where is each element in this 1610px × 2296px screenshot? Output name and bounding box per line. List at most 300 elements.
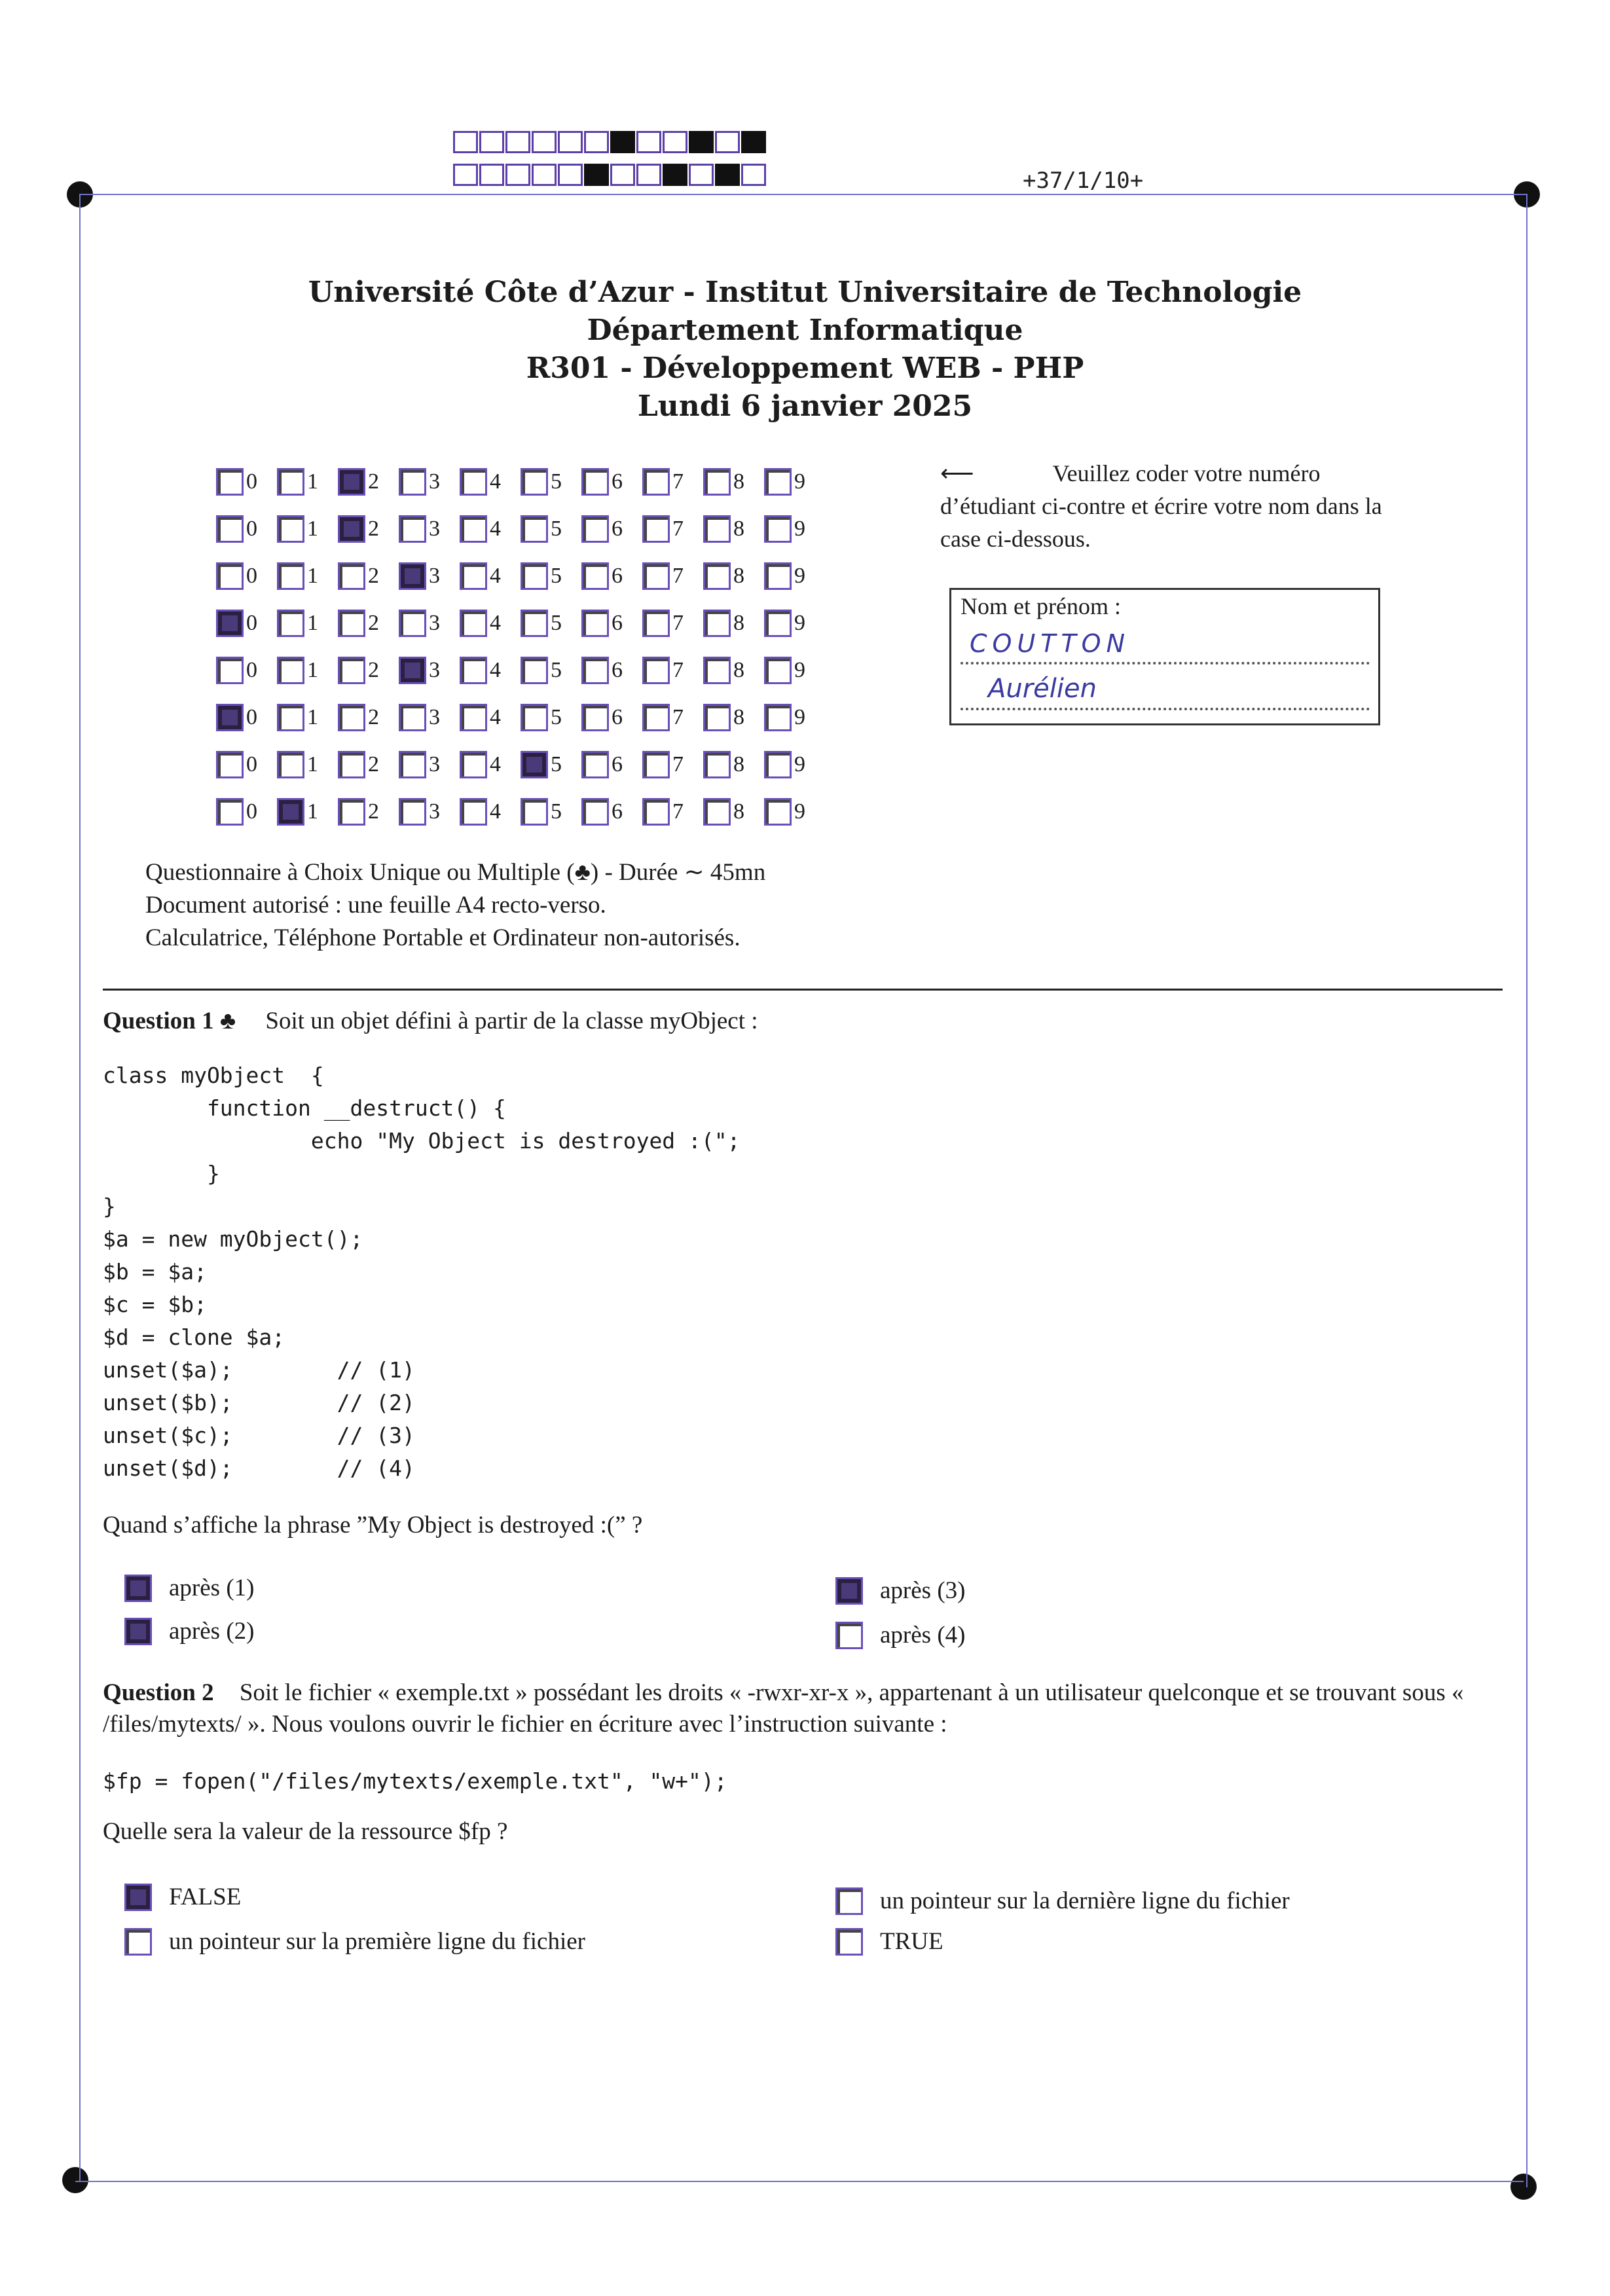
corner-mark-bottom-right: [1510, 2174, 1537, 2200]
student-digit-checkbox[interactable]: [277, 562, 304, 590]
q1-answer-4[interactable]: [835, 1621, 965, 1649]
student-digit-checkbox[interactable]: [338, 515, 365, 543]
student-digit-label: 6: [612, 611, 623, 635]
q1-answer-3-checkbox[interactable]: [835, 1577, 863, 1605]
student-digit-checkbox[interactable]: [460, 751, 487, 778]
student-digit-checkbox[interactable]: [764, 704, 792, 731]
student-digit-option[interactable]: [277, 515, 338, 543]
student-digit-checkbox[interactable]: [338, 751, 365, 778]
student-digit-checkbox[interactable]: [521, 798, 548, 826]
student-digit-label: 1: [307, 564, 318, 588]
student-digit-checkbox[interactable]: [764, 515, 792, 543]
student-digit-option[interactable]: [460, 704, 521, 731]
student-digit-label: 8: [733, 469, 744, 494]
student-digit-option[interactable]: [581, 704, 642, 731]
code-mark: [558, 164, 583, 186]
q1-answer-1-checkbox[interactable]: [124, 1575, 152, 1602]
student-digit-option[interactable]: [642, 515, 703, 543]
student-digit-option[interactable]: [338, 751, 399, 778]
q1-answer-2-checkbox[interactable]: [124, 1618, 152, 1645]
student-digit-checkbox[interactable]: [581, 751, 609, 778]
student-digit-label: 0: [246, 658, 257, 682]
student-digit-checkbox[interactable]: [581, 704, 609, 731]
code-mark: [584, 164, 609, 186]
student-digit-option[interactable]: [216, 515, 277, 543]
student-digit-checkbox[interactable]: [460, 562, 487, 590]
student-digit-label: 2: [368, 658, 379, 682]
student-digit-option[interactable]: [521, 562, 581, 590]
instructions-text: Veuillez coder votre numéro d’étudiant ci-contre et écrire votre nom dans la case ci-dessous.: [940, 460, 1382, 552]
student-digit-option[interactable]: [338, 657, 399, 684]
student-digit-label: 8: [733, 658, 744, 682]
student-digit-option[interactable]: [642, 468, 703, 496]
student-digit-option[interactable]: [399, 751, 460, 778]
student-digit-label: 6: [612, 564, 623, 588]
frame-right: [1526, 194, 1528, 2187]
student-digit-label: 3: [429, 658, 440, 682]
header-separator: [103, 989, 1503, 991]
student-digit-option[interactable]: [216, 610, 277, 637]
student-digit-checkbox[interactable]: [460, 657, 487, 684]
student-digit-option[interactable]: [460, 562, 521, 590]
student-digit-label: 7: [672, 752, 684, 776]
q1-answer-1[interactable]: [124, 1574, 254, 1602]
student-digit-checkbox[interactable]: [216, 704, 244, 731]
student-digit-checkbox[interactable]: [703, 751, 731, 778]
student-digit-checkbox[interactable]: [216, 751, 244, 778]
student-number-instructions: [940, 457, 1392, 555]
student-digit-checkbox[interactable]: [521, 610, 548, 637]
student-digit-option[interactable]: [399, 515, 460, 543]
student-digit-checkbox[interactable]: [764, 798, 792, 826]
first-name-dotted-line: [961, 706, 1370, 710]
student-digit-checkbox[interactable]: [399, 610, 426, 637]
student-digit-option[interactable]: [581, 751, 642, 778]
student-digit-label: 3: [429, 611, 440, 635]
exam-info-line-3: Calculatrice, Téléphone Portable et Ordinateur non-autorisés.: [145, 924, 741, 951]
student-digit-option[interactable]: [521, 610, 581, 637]
student-digit-checkbox[interactable]: [581, 562, 609, 590]
student-digit-checkbox[interactable]: [703, 657, 731, 684]
student-digit-label: 6: [612, 752, 623, 776]
student-digit-checkbox[interactable]: [521, 657, 548, 684]
student-digit-label: 7: [672, 705, 684, 729]
student-digit-checkbox[interactable]: [703, 562, 731, 590]
student-digit-option[interactable]: [399, 704, 460, 731]
q2-answer-3[interactable]: [835, 1887, 1290, 1915]
student-digit-label: 0: [246, 611, 257, 635]
student-digit-label: 4: [490, 658, 501, 682]
student-digit-checkbox[interactable]: [521, 704, 548, 731]
student-digit-checkbox[interactable]: [581, 798, 609, 826]
frame-top: [80, 194, 1527, 195]
student-digit-label: 7: [672, 611, 684, 635]
student-digit-checkbox[interactable]: [216, 798, 244, 826]
student-digit-option[interactable]: [277, 610, 338, 637]
student-digit-checkbox[interactable]: [521, 468, 548, 496]
q1-answer-3[interactable]: [835, 1576, 965, 1605]
student-digit-checkbox[interactable]: [642, 798, 670, 826]
student-digit-label: 3: [429, 564, 440, 588]
student-digit-label: 2: [368, 611, 379, 635]
student-digit-checkbox[interactable]: [642, 468, 670, 496]
student-digit-checkbox[interactable]: [277, 610, 304, 637]
student-digit-option[interactable]: [460, 751, 521, 778]
student-digit-checkbox[interactable]: [277, 515, 304, 543]
student-digit-checkbox[interactable]: [277, 468, 304, 496]
student-digit-option[interactable]: [581, 515, 642, 543]
student-digit-checkbox[interactable]: [460, 515, 487, 543]
q1-answer-2[interactable]: [124, 1617, 254, 1645]
student-digit-option[interactable]: [642, 798, 703, 826]
q2-title: Question 2: [103, 1679, 214, 1706]
q2-answer-1[interactable]: [124, 1883, 241, 1911]
q1-answer-4-label: après (4): [880, 1622, 966, 1649]
student-digit-checkbox[interactable]: [521, 515, 548, 543]
student-digit-option[interactable]: [521, 515, 581, 543]
student-digit-checkbox[interactable]: [764, 610, 792, 637]
student-digit-option[interactable]: [764, 751, 825, 778]
student-digit-checkbox[interactable]: [581, 610, 609, 637]
student-digit-checkbox[interactable]: [399, 704, 426, 731]
code-mark: [715, 164, 740, 186]
student-digit-option[interactable]: [277, 657, 338, 684]
name-box-label: Nom et prénom :: [961, 593, 1121, 619]
student-digit-label: 1: [307, 611, 318, 635]
student-digit-option[interactable]: [277, 798, 338, 826]
student-digit-checkbox[interactable]: [764, 657, 792, 684]
student-digit-option[interactable]: [764, 562, 825, 590]
student-digit-option[interactable]: [338, 468, 399, 496]
student-digit-checkbox[interactable]: [460, 610, 487, 637]
student-digit-label: 1: [307, 705, 318, 729]
student-digit-label: 9: [794, 705, 805, 729]
student-digit-option[interactable]: [277, 468, 338, 496]
student-number-row: [216, 505, 825, 553]
student-digit-label: 4: [490, 469, 501, 494]
student-digit-label: 4: [490, 752, 501, 776]
student-digit-checkbox[interactable]: [399, 657, 426, 684]
first-name-handwritten: Aurélien: [988, 674, 1097, 704]
student-digit-checkbox[interactable]: [277, 704, 304, 731]
student-digit-option[interactable]: [338, 562, 399, 590]
student-digit-option[interactable]: [338, 515, 399, 543]
student-digit-option[interactable]: [703, 515, 764, 543]
student-digit-option[interactable]: [399, 798, 460, 826]
student-digit-checkbox[interactable]: [703, 798, 731, 826]
student-digit-label: 1: [307, 658, 318, 682]
code-mark: [636, 131, 661, 153]
student-digit-label: 1: [307, 752, 318, 776]
student-digit-checkbox[interactable]: [338, 468, 365, 496]
student-digit-label: 0: [246, 705, 257, 729]
student-digit-option[interactable]: [642, 657, 703, 684]
header-date: Lundi 6 janvier 2025: [637, 390, 973, 423]
student-digit-label: 9: [794, 564, 805, 588]
student-digit-label: 3: [429, 752, 440, 776]
student-digit-option[interactable]: [521, 704, 581, 731]
student-digit-label: 2: [368, 705, 379, 729]
student-digit-option[interactable]: [703, 751, 764, 778]
student-digit-option[interactable]: [642, 751, 703, 778]
header-department: Département Informatique: [587, 314, 1023, 347]
student-number-row: [216, 788, 825, 835]
student-digit-option[interactable]: [521, 798, 581, 826]
student-digit-label: 5: [551, 517, 562, 541]
student-digit-checkbox[interactable]: [581, 468, 609, 496]
exam-info-line-2: Document autorisé : une feuille A4 recto-verso.: [145, 892, 606, 919]
q2-answer-4[interactable]: [835, 1927, 943, 1956]
student-digit-checkbox[interactable]: [764, 468, 792, 496]
student-digit-label: 9: [794, 752, 805, 776]
student-digit-option[interactable]: [764, 468, 825, 496]
student-digit-label: 4: [490, 564, 501, 588]
student-digit-option[interactable]: [460, 798, 521, 826]
student-digit-label: 4: [490, 611, 501, 635]
q2-answer-4-label: TRUE: [880, 1928, 943, 1955]
student-digit-checkbox[interactable]: [642, 751, 670, 778]
student-number-row: [216, 553, 825, 600]
student-digit-option[interactable]: [703, 562, 764, 590]
student-digit-label: 4: [490, 799, 501, 824]
student-digit-option[interactable]: [460, 515, 521, 543]
left-arrow-icon: ⟵: [940, 460, 974, 486]
student-number-row: [216, 600, 825, 647]
exam-info-line-1: Questionnaire à Choix Unique ou Multiple (♣) - Durée ∼ 45mn: [145, 859, 766, 886]
student-digit-checkbox[interactable]: [642, 515, 670, 543]
student-digit-option[interactable]: [764, 515, 825, 543]
student-digit-label: 3: [429, 799, 440, 824]
student-digit-label: 9: [794, 517, 805, 541]
header-university: Université Côte d’Azur - Institut Universitaire de Technologie: [308, 276, 1302, 309]
student-digit-checkbox[interactable]: [277, 657, 304, 684]
code-mark: [663, 164, 687, 186]
student-digit-option[interactable]: [703, 798, 764, 826]
student-digit-option[interactable]: [399, 562, 460, 590]
frame-left: [79, 194, 81, 2181]
student-digit-checkbox[interactable]: [642, 704, 670, 731]
q2-answer-2[interactable]: [124, 1927, 585, 1956]
student-digit-checkbox[interactable]: [216, 610, 244, 637]
student-digit-label: 8: [733, 517, 744, 541]
student-digit-option[interactable]: [338, 704, 399, 731]
header-course: R301 - Développement WEB - PHP: [526, 352, 1084, 385]
student-digit-option[interactable]: [460, 610, 521, 637]
q2-answer-1-checkbox[interactable]: [124, 1884, 152, 1911]
code-mark: [453, 131, 478, 153]
student-digit-checkbox[interactable]: [460, 798, 487, 826]
code-mark: [532, 131, 557, 153]
frame-bottom: [75, 2181, 1524, 2182]
student-digit-checkbox[interactable]: [338, 798, 365, 826]
student-digit-option[interactable]: [521, 751, 581, 778]
student-digit-label: 0: [246, 752, 257, 776]
student-digit-checkbox[interactable]: [399, 515, 426, 543]
student-digit-label: 3: [429, 705, 440, 729]
student-digit-checkbox[interactable]: [216, 657, 244, 684]
q2-answer-3-checkbox[interactable]: [835, 1887, 863, 1915]
student-digit-checkbox[interactable]: [399, 751, 426, 778]
code-mark: [663, 131, 687, 153]
student-digit-option[interactable]: [399, 610, 460, 637]
q2-question: Quelle sera la valeur de la ressource $fp ?: [103, 1818, 508, 1845]
student-digit-checkbox[interactable]: [338, 657, 365, 684]
student-digit-option[interactable]: [216, 751, 277, 778]
student-digit-label: 6: [612, 469, 623, 494]
code-mark: [479, 164, 504, 186]
student-digit-option[interactable]: [216, 798, 277, 826]
q2-answer-1-label: FALSE: [169, 1884, 242, 1910]
student-digit-option[interactable]: [764, 657, 825, 684]
student-number-row: [216, 694, 825, 741]
student-digit-checkbox[interactable]: [338, 610, 365, 637]
code-mark: [636, 164, 661, 186]
student-digit-option[interactable]: [521, 468, 581, 496]
q1-prompt: Soit un objet défini à partir de la classe myObject :: [265, 1008, 758, 1034]
q1-header: [103, 1006, 758, 1037]
q2-answer-4-checkbox[interactable]: [835, 1928, 863, 1956]
student-digit-label: 5: [551, 658, 562, 682]
student-digit-label: 7: [672, 799, 684, 824]
student-digit-option[interactable]: [460, 468, 521, 496]
q1-answer-4-checkbox[interactable]: [835, 1622, 863, 1649]
q1-answer-2-label: après (2): [169, 1618, 255, 1645]
student-digit-label: 9: [794, 799, 805, 824]
student-digit-checkbox[interactable]: [216, 515, 244, 543]
student-digit-checkbox[interactable]: [703, 610, 731, 637]
q1-code: class myObject { function __destruct() { echo "My Object is destroyed :("; } } $a = new myObject(); $b = $a; $c = $b; $d = clone $a; unset($a); // (1) unset($b); // (2) unset($c); // (3) unset($d); // (4): [103, 1063, 741, 1481]
student-digit-checkbox[interactable]: [216, 562, 244, 590]
student-digit-checkbox[interactable]: [521, 562, 548, 590]
student-digit-label: 0: [246, 799, 257, 824]
student-digit-checkbox[interactable]: [216, 468, 244, 496]
student-digit-option[interactable]: [581, 468, 642, 496]
student-digit-checkbox[interactable]: [703, 704, 731, 731]
student-digit-label: 6: [612, 658, 623, 682]
q2-answer-2-checkbox[interactable]: [124, 1928, 152, 1956]
student-digit-option[interactable]: [581, 657, 642, 684]
student-digit-checkbox[interactable]: [277, 798, 304, 826]
student-digit-option[interactable]: [399, 657, 460, 684]
student-digit-option[interactable]: [277, 562, 338, 590]
student-digit-checkbox[interactable]: [581, 657, 609, 684]
code-mark: [741, 131, 766, 153]
student-digit-option[interactable]: [216, 704, 277, 731]
student-digit-option[interactable]: [764, 798, 825, 826]
code-mark: [584, 131, 609, 153]
student-digit-checkbox[interactable]: [399, 468, 426, 496]
student-digit-option[interactable]: [216, 562, 277, 590]
name-box[interactable]: [949, 588, 1380, 725]
student-digit-label: 4: [490, 517, 501, 541]
student-digit-label: 7: [672, 469, 684, 494]
student-digit-label: 6: [612, 799, 623, 824]
student-digit-label: 8: [733, 752, 744, 776]
student-digit-checkbox[interactable]: [764, 751, 792, 778]
student-digit-option[interactable]: [277, 751, 338, 778]
student-digit-option[interactable]: [703, 610, 764, 637]
code-mark: [741, 164, 766, 186]
student-digit-option[interactable]: [581, 562, 642, 590]
student-digit-option[interactable]: [703, 468, 764, 496]
student-digit-option[interactable]: [642, 704, 703, 731]
student-digit-checkbox[interactable]: [460, 704, 487, 731]
student-digit-label: 2: [368, 752, 379, 776]
student-digit-label: 5: [551, 752, 562, 776]
student-digit-option[interactable]: [338, 798, 399, 826]
student-digit-option[interactable]: [338, 610, 399, 637]
student-digit-option[interactable]: [399, 468, 460, 496]
code-mark: [505, 131, 530, 153]
student-digit-label: 5: [551, 564, 562, 588]
student-digit-label: 9: [794, 658, 805, 682]
student-digit-label: 8: [733, 705, 744, 729]
student-digit-checkbox[interactable]: [642, 657, 670, 684]
student-digit-label: 8: [733, 564, 744, 588]
student-digit-label: 3: [429, 517, 440, 541]
student-number-grid[interactable]: [216, 458, 825, 835]
student-digit-checkbox[interactable]: [642, 562, 670, 590]
student-digit-label: 5: [551, 705, 562, 729]
code-mark: [715, 131, 740, 153]
q2-prompt: Soit le fichier « exemple.txt » possédant les droits « -rwxr-xr-x », appartenant à un utilisateur quelconque et se trouvant sous « /files/mytexts/ ». Nous voulons ouvrir le fichier en écriture avec l’instruction suivante :: [103, 1679, 1464, 1738]
student-digit-label: 1: [307, 517, 318, 541]
student-digit-option[interactable]: [764, 610, 825, 637]
student-digit-option[interactable]: [460, 657, 521, 684]
q2-answer-3-label: un pointeur sur la dernière ligne du fichier: [880, 1887, 1290, 1914]
student-digit-option[interactable]: [642, 610, 703, 637]
last-name-handwritten: COUTTON: [970, 629, 1131, 658]
student-digit-option[interactable]: [521, 657, 581, 684]
student-digit-checkbox[interactable]: [703, 468, 731, 496]
student-digit-label: 0: [246, 564, 257, 588]
student-digit-label: 7: [672, 658, 684, 682]
student-digit-checkbox[interactable]: [521, 751, 548, 778]
student-digit-checkbox[interactable]: [399, 562, 426, 590]
student-digit-checkbox[interactable]: [460, 468, 487, 496]
code-mark: [479, 131, 504, 153]
student-digit-option[interactable]: [703, 657, 764, 684]
student-digit-option[interactable]: [764, 704, 825, 731]
student-digit-label: 0: [246, 517, 257, 541]
student-digit-option[interactable]: [216, 468, 277, 496]
student-digit-option[interactable]: [581, 610, 642, 637]
student-digit-option[interactable]: [642, 562, 703, 590]
student-digit-option[interactable]: [581, 798, 642, 826]
student-digit-checkbox[interactable]: [277, 751, 304, 778]
student-digit-label: 9: [794, 611, 805, 635]
student-digit-option[interactable]: [703, 704, 764, 731]
student-digit-option[interactable]: [216, 657, 277, 684]
student-digit-checkbox[interactable]: [764, 562, 792, 590]
code-mark: [532, 164, 557, 186]
student-digit-checkbox[interactable]: [703, 515, 731, 543]
student-digit-checkbox[interactable]: [338, 562, 365, 590]
student-digit-label: 1: [307, 469, 318, 494]
student-digit-checkbox[interactable]: [642, 610, 670, 637]
student-number-row: [216, 458, 825, 505]
student-digit-label: 1: [307, 799, 318, 824]
student-digit-option[interactable]: [277, 704, 338, 731]
code-mark: [505, 164, 530, 186]
student-digit-checkbox[interactable]: [399, 798, 426, 826]
q2-header: [103, 1677, 1504, 1740]
student-digit-checkbox[interactable]: [581, 515, 609, 543]
student-digit-label: 2: [368, 517, 379, 541]
student-digit-checkbox[interactable]: [338, 704, 365, 731]
student-digit-label: 0: [246, 469, 257, 494]
page-id: +37/1/10+: [1023, 168, 1144, 194]
